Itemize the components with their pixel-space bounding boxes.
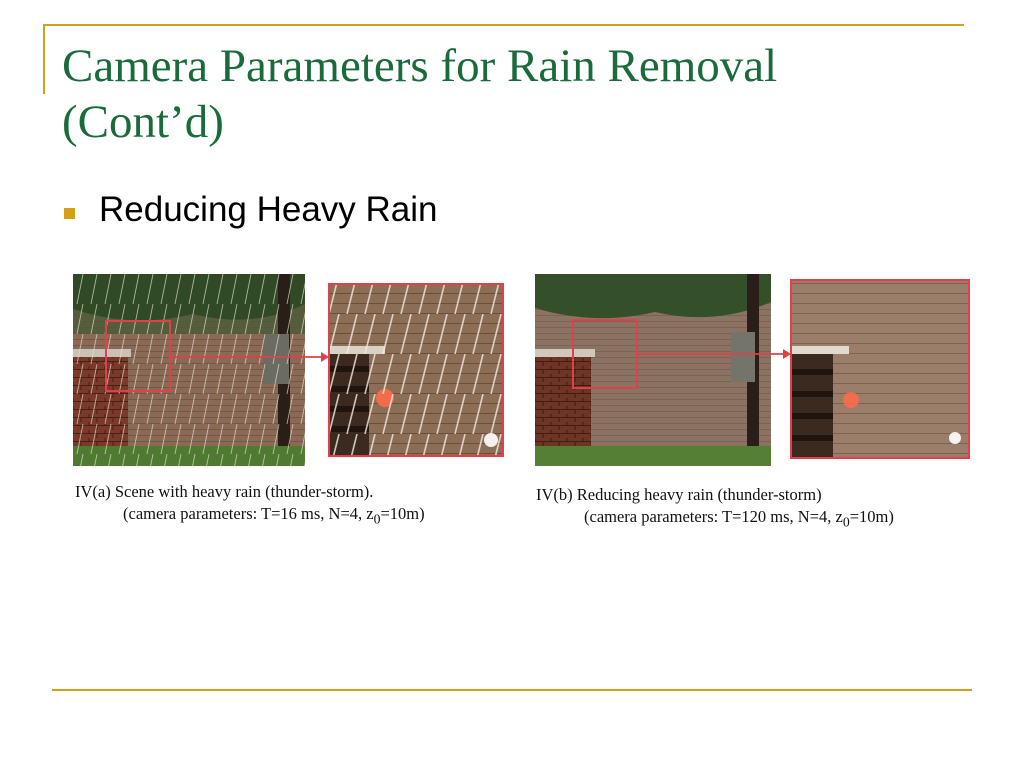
caption-b-subscript: 0	[842, 514, 850, 530]
bullet-square-icon	[64, 208, 75, 219]
slide-title-line2: (Cont’d)	[62, 96, 224, 148]
slide-title-line1: Camera Parameters for Rain Removal	[62, 40, 778, 92]
caption-b-params: (camera parameters: T=120 ms, N=4, z	[584, 507, 843, 526]
caption-a-label: IV(a)	[75, 482, 111, 501]
caption-a-line2	[75, 503, 425, 530]
reduced-rain-photo	[535, 274, 973, 466]
caption-b-line1	[536, 484, 894, 506]
slide-left-rule	[43, 24, 45, 94]
caption-a-params-end: =10m)	[380, 504, 425, 523]
figure-heavy-rain	[73, 274, 505, 466]
caption-a-text: Scene with heavy rain (thunder-storm).	[114, 482, 374, 501]
slide-top-rule	[43, 24, 964, 26]
caption-a-params: (camera parameters: T=16 ms, N=4, z	[123, 504, 374, 523]
slide-bottom-rule	[52, 689, 972, 691]
caption-b-label: IV(b)	[536, 485, 573, 504]
slide-title	[62, 38, 962, 150]
heavy-rain-photo	[73, 274, 505, 466]
caption-a-subscript: 0	[373, 511, 381, 527]
bullet-text: Reducing Heavy Rain	[99, 190, 438, 229]
caption-b-line2	[536, 506, 894, 533]
bullet-item	[64, 190, 438, 230]
caption-b-text: Reducing heavy rain (thunder-storm)	[576, 485, 822, 504]
caption-a-line1	[75, 481, 425, 503]
figure-b-caption	[536, 484, 894, 533]
figure-a-caption	[75, 481, 425, 530]
figure-reduced-rain	[535, 274, 973, 466]
caption-b-params-end: =10m)	[849, 507, 894, 526]
